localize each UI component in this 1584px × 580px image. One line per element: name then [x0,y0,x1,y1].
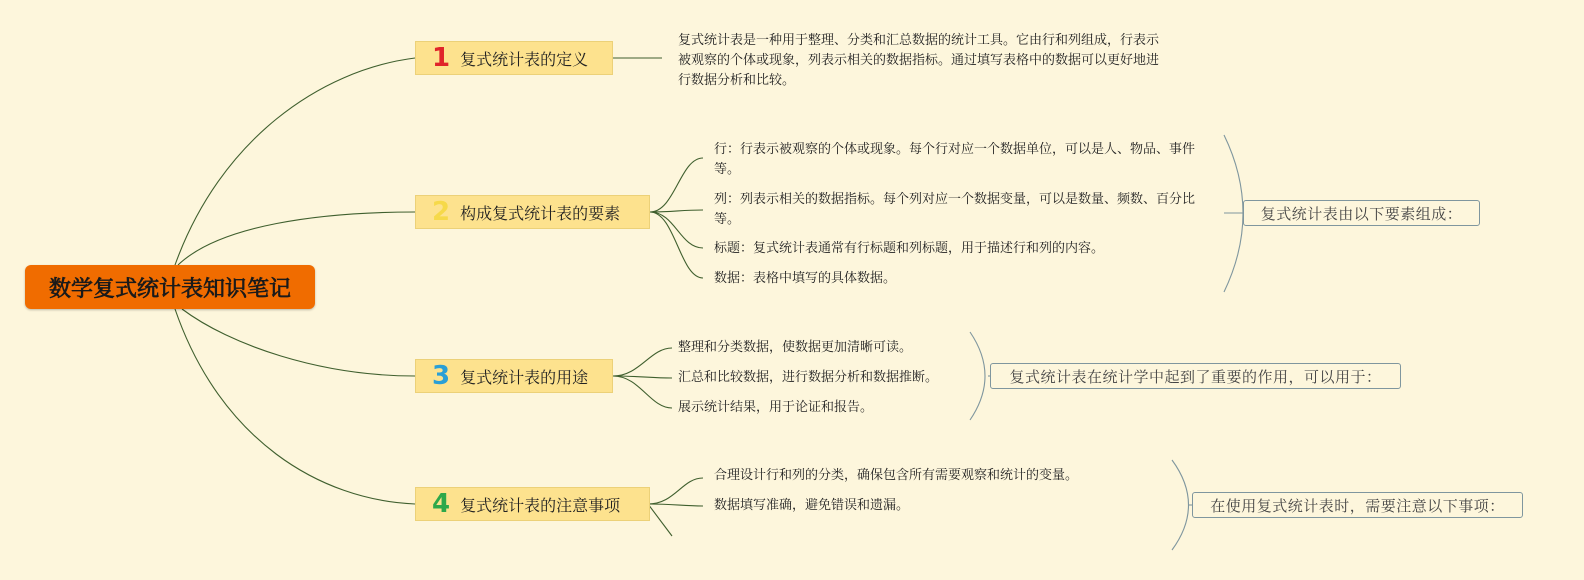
leaf-item: 整理和分类数据，使数据更加清晰可读。 [678,340,913,355]
leaf-item: 列：列表示相关的数据指标。每个列对应一个数据变量，可以是数量、频数、百分比等。 [714,192,1196,227]
summary-label: 复式统计表由以下要素组成： [1243,200,1480,226]
root-topic[interactable] [25,265,315,309]
branch-definition[interactable] [415,41,613,75]
leaf-item: 数据填写准确，避免错误和遗漏。 [714,498,910,513]
branch-elements[interactable] [415,195,650,229]
branch-title: 复式统计表的用途 [460,367,589,387]
leaf-item: 标题：复式统计表通常有行标题和列标题，用于描述行和列的内容。 [714,241,1105,256]
number-3-icon: 3 [432,361,451,391]
summary-label: 复式统计表在统计学中起到了重要的作用，可以用于： [990,363,1401,389]
summary-label: 在使用复式统计表时，需要注意以下事项： [1192,492,1523,518]
leaf-item: 展示统计结果，用于论证和报告。 [678,400,874,415]
leaf-item: 合理设计行和列的分类，确保包含所有需要观察和统计的变量。 [714,468,1079,483]
leaf-item: 汇总和比较数据，进行数据分析和数据推断。 [678,370,939,385]
root-title: 数学复式统计表知识笔记 [48,276,291,302]
leaf-item: 数据：表格中填写的具体数据。 [714,271,897,286]
number-1-icon: 1 [432,43,451,73]
number-2-icon: 2 [432,197,451,227]
number-4-icon: 4 [432,489,451,519]
branch-title: 复式统计表的注意事项 [460,495,621,515]
branch-notes[interactable] [415,487,650,521]
leaf-item: 复式统计表是一种用于整理、分类和汇总数据的统计工具。它由行和列组成，行表示被观察的个体或现象，列表示相关的数据指标。通过填写表格中的数据可以更好地进行数据分析和比较。 [678,33,1160,88]
branch-uses[interactable] [415,359,613,393]
branch-title: 构成复式统计表的要素 [460,203,621,223]
leaf-item: 行：行表示被观察的个体或现象。每个行对应一个数据单位，可以是人、物品、事件等。 [714,142,1196,177]
branch-title: 复式统计表的定义 [460,49,589,69]
